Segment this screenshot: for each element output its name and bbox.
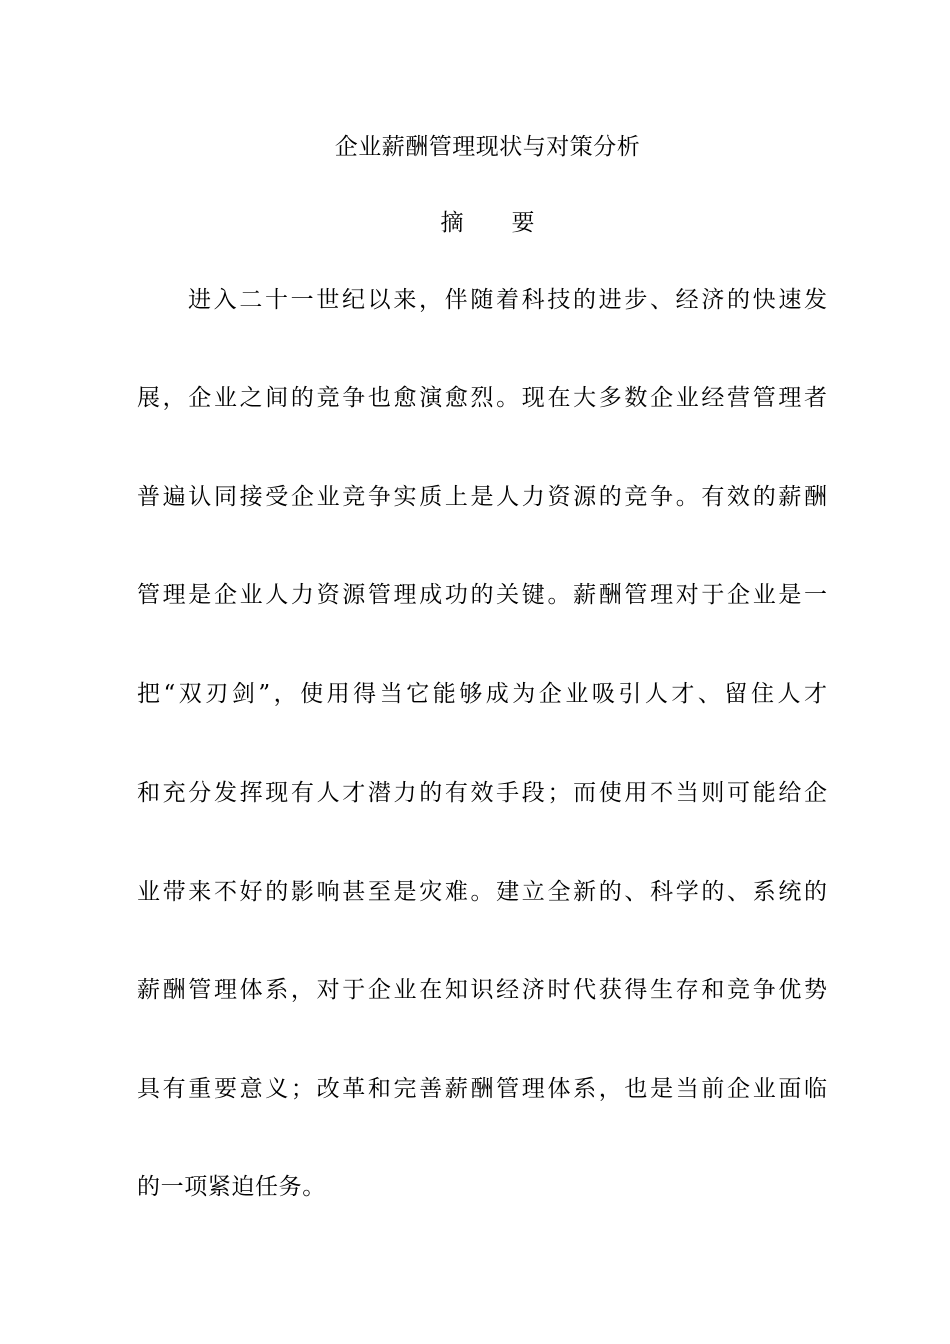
abstract-line-9: 具有重要意义；改革和完善薪酬管理体系，也是当前企业面临 <box>137 1076 827 1102</box>
abstract-line-2: 展，企业之间的竞争也愈演愈烈。现在大多数企业经营管理者 <box>137 385 827 411</box>
abstract-line-6: 和充分发挥现有人才潜力的有效手段；而使用不当则可能给企 <box>137 780 827 806</box>
abstract-line-4: 管理是企业人力资源管理成功的关键。薪酬管理对于企业是一 <box>137 582 827 608</box>
abstract-line-5: 把“双刃剑”，使用得当它能够成为企业吸引人才、留住人才 <box>137 681 827 707</box>
abstract-heading-char-1: 摘 <box>440 210 464 236</box>
abstract-heading <box>0 205 950 241</box>
abstract-line-3: 普遍认同接受企业竞争实质上是人力资源的竞争。有效的薪酬 <box>137 484 827 510</box>
abstract-line-1: 进入二十一世纪以来，伴随着科技的进步、经济的快速发 <box>188 287 827 313</box>
abstract-line-8: 薪酬管理体系，对于企业在知识经济时代获得生存和竞争优势 <box>137 977 827 1003</box>
abstract-heading-char-2: 要 <box>511 210 535 236</box>
abstract-line-10: 的一项紧迫任务。 <box>137 1174 326 1200</box>
abstract-line-7: 业带来不好的影响甚至是灾难。建立全新的、科学的、系统的 <box>137 879 827 905</box>
document-title: 企业薪酬管理现状与对策分析 <box>334 134 641 160</box>
